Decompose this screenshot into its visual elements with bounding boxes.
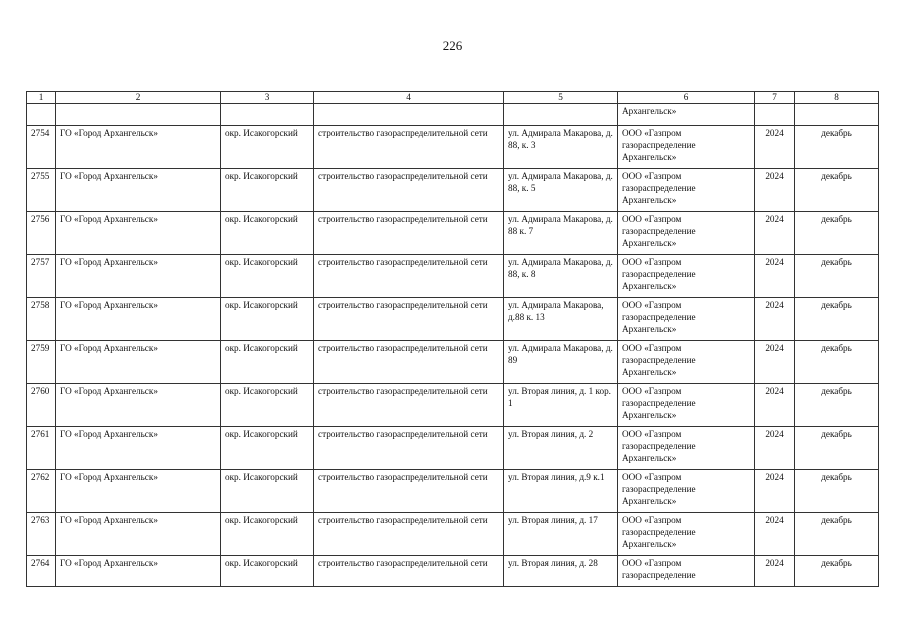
table-header-row [27,92,879,104]
registry-table [26,91,879,587]
table-cell [795,104,879,126]
year-cell: 2024 [755,384,795,427]
municipality-cell: ГО «Город Архангельск» [56,212,221,255]
organization-cell: ООО «Газпром газораспределение Архангельск» [618,427,755,470]
row-number-cell: 2756 [27,212,56,255]
row-number-cell: 2759 [27,341,56,384]
municipality-cell: ГО «Город Архангельск» [56,126,221,169]
organization-cell: ООО «Газпром газораспределение Архангельск» [618,169,755,212]
year-cell: 2024 [755,513,795,556]
table-cell [27,104,56,126]
organization-cell: ООО «Газпром газораспределение Архангельск» [618,470,755,513]
table-row [27,513,879,556]
year-cell: 2024 [755,470,795,513]
table-cell [755,104,795,126]
district-cell: окр. Исакогорский [221,212,314,255]
address-cell: ул. Адмирала Макарова, д. 88, к. 3 [504,126,618,169]
year-cell: 2024 [755,427,795,470]
district-cell: окр. Исакогорский [221,384,314,427]
municipality-cell: ГО «Город Архангельск» [56,298,221,341]
district-cell: окр. Исакогорский [221,169,314,212]
municipality-cell: ГО «Город Архангельск» [56,255,221,298]
row-number-cell: 2762 [27,470,56,513]
column-header: 6 [618,92,755,104]
row-number-cell: 2761 [27,427,56,470]
organization-cell: ООО «Газпром газораспределение Архангельск» [618,298,755,341]
year-cell: 2024 [755,255,795,298]
address-cell: ул. Вторая линия, д. 1 кор. 1 [504,384,618,427]
column-header: 2 [56,92,221,104]
table-row [27,126,879,169]
row-number-cell: 2760 [27,384,56,427]
table-cell: Архангельск» [618,104,755,126]
organization-cell: ООО «Газпром газораспределение Архангельск» [618,384,755,427]
row-number-cell: 2758 [27,298,56,341]
work-type-cell: строительство газораспределительной сети [314,556,504,587]
year-cell: 2024 [755,556,795,587]
district-cell: окр. Исакогорский [221,513,314,556]
municipality-cell: ГО «Город Архангельск» [56,513,221,556]
table-row [27,341,879,384]
table-row [27,384,879,427]
work-type-cell: строительство газораспределительной сети [314,212,504,255]
month-cell: декабрь [795,212,879,255]
table-cell [314,104,504,126]
address-cell: ул. Вторая линия, д.9 к.1 [504,470,618,513]
work-type-cell: строительство газораспределительной сети [314,255,504,298]
month-cell: декабрь [795,556,879,587]
column-header: 8 [795,92,879,104]
address-cell: ул. Вторая линия, д. 2 [504,427,618,470]
page-number: 226 [442,38,463,53]
district-cell: окр. Исакогорский [221,427,314,470]
year-cell: 2024 [755,126,795,169]
organization-cell: ООО «Газпром газораспределение Архангельск» [618,513,755,556]
municipality-cell: ГО «Город Архангельск» [56,556,221,587]
district-cell: окр. Исакогорский [221,298,314,341]
month-cell: декабрь [795,470,879,513]
year-cell: 2024 [755,169,795,212]
month-cell: декабрь [795,427,879,470]
table-row [27,470,879,513]
table-cell [56,104,221,126]
table-row [27,169,879,212]
work-type-cell: строительство газораспределительной сети [314,384,504,427]
work-type-cell: строительство газораспределительной сети [314,169,504,212]
column-header: 7 [755,92,795,104]
month-cell: декабрь [795,255,879,298]
organization-cell: ООО «Газпром газораспределение Архангельск» [618,341,755,384]
address-cell: ул. Вторая линия, д. 17 [504,513,618,556]
district-cell: окр. Исакогорский [221,470,314,513]
row-number-cell: 2755 [27,169,56,212]
table-row [27,427,879,470]
work-type-cell: строительство газораспределительной сети [314,427,504,470]
column-header: 4 [314,92,504,104]
district-cell: окр. Исакогорский [221,126,314,169]
year-cell: 2024 [755,212,795,255]
address-cell: ул. Адмирала Макарова, д. 88, к. 8 [504,255,618,298]
year-cell: 2024 [755,298,795,341]
table-cell [221,104,314,126]
organization-cell: ООО «Газпром газораспределение Архангельск» [618,212,755,255]
month-cell: декабрь [795,169,879,212]
row-number-cell: 2757 [27,255,56,298]
municipality-cell: ГО «Город Архангельск» [56,384,221,427]
column-header: 5 [504,92,618,104]
month-cell: декабрь [795,341,879,384]
municipality-cell: ГО «Город Архангельск» [56,470,221,513]
address-cell: ул. Адмирала Макарова, д. 89 [504,341,618,384]
row-number-cell: 2764 [27,556,56,587]
municipality-cell: ГО «Город Архангельск» [56,341,221,384]
work-type-cell: строительство газораспределительной сети [314,341,504,384]
table-row [27,212,879,255]
address-cell: ул. Адмирала Макарова, д.88 к. 13 [504,298,618,341]
continuation-row [27,104,879,126]
organization-cell: ООО «Газпром газораспределение Архангельск» [618,255,755,298]
table-row [27,298,879,341]
work-type-cell: строительство газораспределительной сети [314,126,504,169]
district-cell: окр. Исакогорский [221,556,314,587]
work-type-cell: строительство газораспределительной сети [314,298,504,341]
table-row [27,255,879,298]
address-cell: ул. Адмирала Макарова, д. 88 к. 7 [504,212,618,255]
work-type-cell: строительство газораспределительной сети [314,470,504,513]
municipality-cell: ГО «Город Архангельск» [56,427,221,470]
month-cell: декабрь [795,126,879,169]
month-cell: декабрь [795,513,879,556]
column-header: 1 [27,92,56,104]
work-type-cell: строительство газораспределительной сети [314,513,504,556]
address-cell: ул. Вторая линия, д. 28 [504,556,618,587]
organization-cell: ООО «Газпром газораспределение [618,556,755,587]
month-cell: декабрь [795,384,879,427]
row-number-cell: 2763 [27,513,56,556]
column-header: 3 [221,92,314,104]
table-row [27,556,879,587]
district-cell: окр. Исакогорский [221,341,314,384]
row-number-cell: 2754 [27,126,56,169]
district-cell: окр. Исакогорский [221,255,314,298]
municipality-cell: ГО «Город Архангельск» [56,169,221,212]
month-cell: декабрь [795,298,879,341]
address-cell: ул. Адмирала Макарова, д. 88, к. 5 [504,169,618,212]
organization-cell: ООО «Газпром газораспределение Архангельск» [618,126,755,169]
table-cell [504,104,618,126]
year-cell: 2024 [755,341,795,384]
